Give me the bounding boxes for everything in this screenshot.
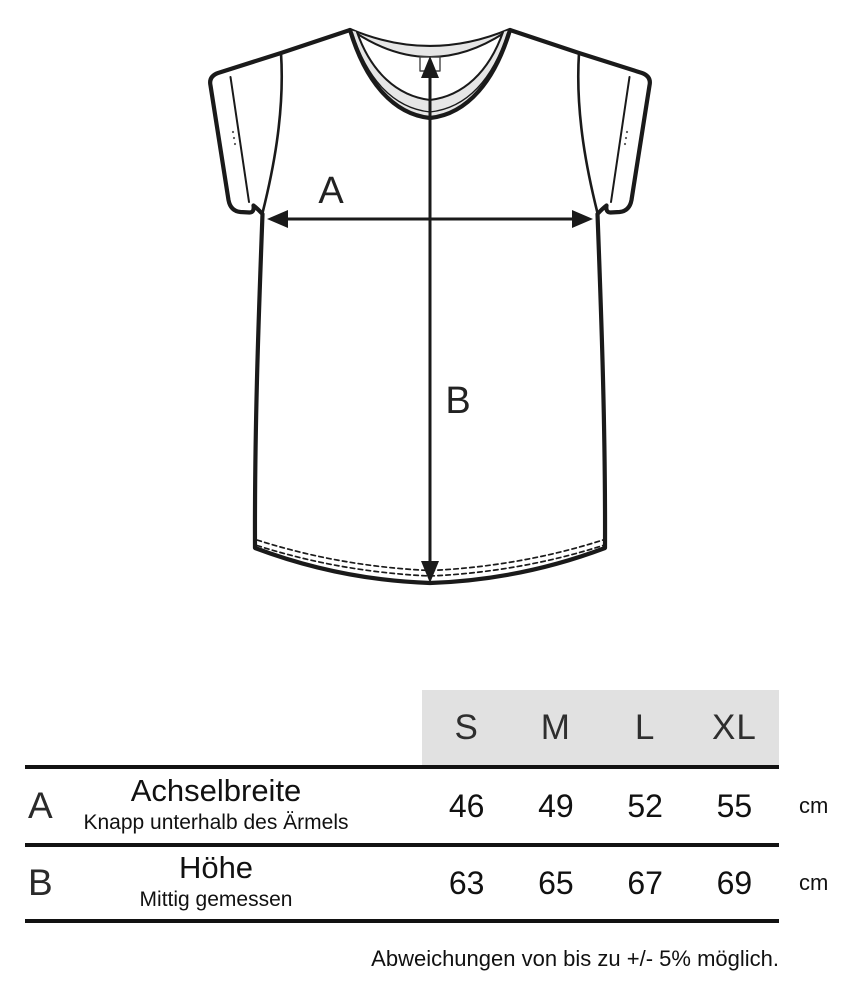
value-a-xl: 55: [716, 787, 753, 824]
row-name: Höhe: [178, 850, 254, 886]
table-divider-bottom: [25, 919, 779, 923]
row-key-b: B: [28, 862, 53, 903]
value-b-l: 67: [627, 864, 663, 901]
value-b-s: 63: [448, 864, 485, 901]
table-row-achselbreite: [0, 769, 858, 843]
value-a-m: 49: [538, 787, 574, 824]
value-a-s: 46: [448, 787, 485, 824]
measure-a-label: A: [318, 170, 344, 212]
size-column-header-xl: XL: [711, 708, 757, 747]
value-a-l: 52: [627, 787, 663, 824]
tolerance-footnote: Abweichungen von bis zu +/- 5% möglich.: [371, 946, 779, 971]
size-column-header-l: L: [634, 708, 656, 747]
row-values: [422, 847, 779, 919]
size-header-row: [422, 690, 779, 766]
row-unit: cm: [799, 793, 829, 818]
value-b-m: 65: [538, 864, 574, 901]
size-column-header-m: M: [540, 708, 571, 747]
row-label-block: [58, 847, 374, 919]
row-description: Mittig gemessen: [139, 888, 293, 912]
measure-b-label: B: [445, 380, 471, 422]
row-label-block: [58, 769, 374, 843]
row-unit: cm: [799, 870, 829, 895]
row-key-a: A: [28, 785, 53, 826]
row-name: Achselbreite: [130, 773, 302, 809]
size-column-header-s: S: [454, 708, 479, 747]
row-values: [422, 769, 779, 843]
row-description: Knapp unterhalb des Ärmels: [83, 811, 349, 835]
table-row-hoehe: [0, 847, 858, 919]
value-b-xl: 69: [716, 864, 753, 901]
